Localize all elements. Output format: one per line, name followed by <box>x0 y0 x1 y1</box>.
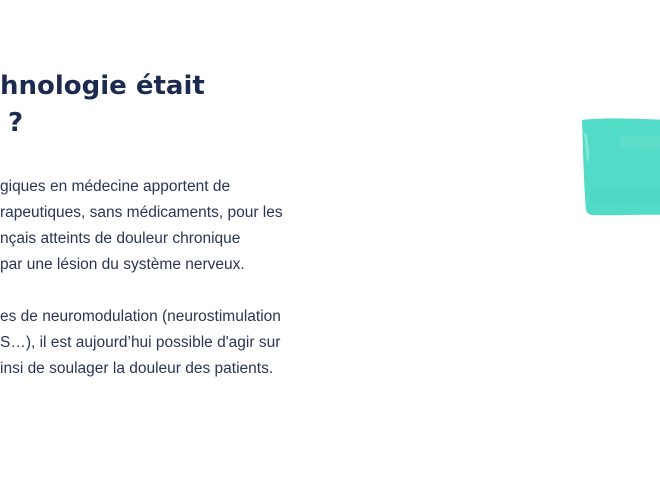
text-line: nçais atteints de douleur chronique <box>0 230 241 247</box>
text-line: insi de soulager la douleur des patients. <box>0 360 274 377</box>
heading-line: ? <box>8 108 24 138</box>
teal-brush-swatch <box>580 116 660 216</box>
text-line: S…), il est aujourd’hui possible d'agir sur <box>0 334 281 351</box>
section-heading <box>0 68 205 142</box>
text-line: par une lésion du système nerveux. <box>0 256 245 273</box>
heading-line: hnologie était <box>0 71 205 101</box>
paragraph <box>0 304 283 382</box>
text-line: giques en médecine apportent de <box>0 178 231 195</box>
text-line: es de neuromodulation (neurostimulation <box>0 308 281 325</box>
text-line: rapeutiques, sans médicaments, pour les <box>0 204 283 221</box>
paragraph <box>0 174 283 278</box>
body-text <box>0 174 283 382</box>
